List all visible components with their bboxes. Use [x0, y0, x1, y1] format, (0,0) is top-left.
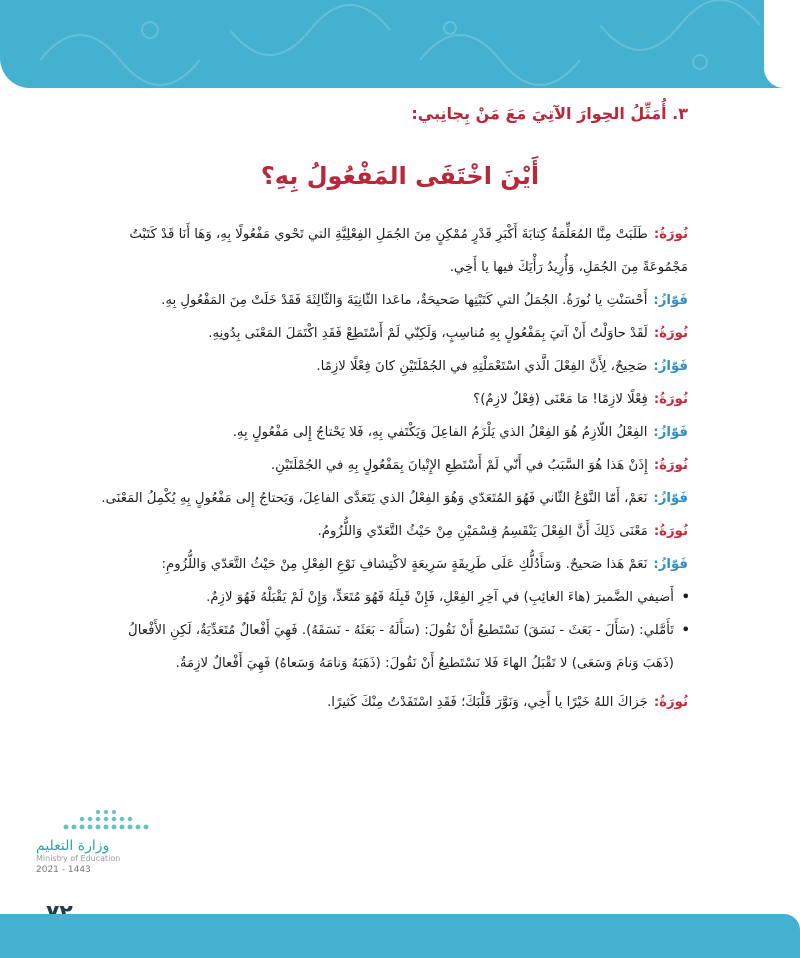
top-banner — [0, 0, 800, 88]
dialogue-line — [93, 317, 688, 350]
dialogue-text: إِذَنْ هَذا هُوَ السَّبَبُ في أَنّي لَمْ أَسْتَطِعِ الإِتْيانَ بِمَفْعُولٍ بِهِ في الجُمْلَتَيْنِ. — [270, 458, 648, 473]
speaker-label: نُورَةُ: — [653, 524, 688, 539]
speaker-label: نُورَةُ: — [653, 392, 688, 407]
dialogue-line — [93, 284, 688, 317]
dialogue-text: جَزاكَ اللهُ خَيْرًا يا أَخِي، وَنَوَّرَ قَلْبَكَ؛ فَقَدِ اسْتَفَدْتُ مِنْكَ كَثيرًا. — [327, 695, 648, 710]
bottom-banner — [0, 914, 800, 958]
dialogue — [93, 218, 688, 719]
dialogue-line — [93, 350, 688, 383]
ministry-logo — [36, 808, 166, 898]
dialogue-line — [93, 383, 688, 416]
dialogue-line — [93, 218, 688, 284]
list-item: • أَضيفي الضَّميرَ (هاءَ الغائِبِ) في آخِرِ الفِعْلِ، فَإِنْ قَبِلَهُ فَهُوَ مُتَعَدٍّ، وَإِنْ لَمْ يَقْبَلْهُ فَهُوَ لازِمٌ. — [93, 581, 674, 614]
speaker-label: نُورَةُ: — [653, 458, 688, 473]
speaker-label: نُورَةُ: — [653, 695, 688, 710]
tips-list — [93, 581, 688, 680]
dialogue-text: نَعَمْ، أَمّا النَّوْعُ الثّاني فَهُوَ المُتَعَدّي وَهُوَ الفِعْلُ الذي يَتَعَدَّى الفاعِلَ، وَيَحتاجُ إِلى مَفْعُولٍ بِهِ يُكْمِلُ المَعْنَى. — [101, 491, 648, 506]
section-heading: ٣. أُمَثِّلُ الحِوارَ الآتِيَ مَعَ مَنْ بِجانِبي: — [411, 104, 688, 123]
top-right-tab — [764, 0, 800, 88]
speaker-label: نُورَةُ: — [653, 227, 688, 242]
logo-dots-icon — [46, 808, 166, 834]
dialogue-line — [93, 416, 688, 449]
ministry-name-en: Ministry of Education — [36, 854, 121, 863]
dialogue-text: طَلَبَتْ مِنَّا المُعَلِّمَةُ كِتابَةَ أَكْبَرِ قَدْرٍ مُمْكِنٍ مِنَ الجُمَلِ الفِعْلِيَّةِ التي تَحْوي مَفْعُولًا بِهِ، وَهَا أَنَا قَدْ كَتَبْتُ مَجْمُوعَةً مِنَ الجُمَلِ، وَأُرِيدُ رَأْيَكَ فيها يا أَخِي. — [129, 227, 688, 275]
dialogue-line — [93, 548, 688, 581]
dialogue-text: الفِعْلُ اللّازِمُ هُوَ الفِعْلُ الذي يَلْزَمُ الفاعِلَ وَيَكْتَفي بِهِ، فَلا يَحْتاجُ إِلى مَفْعُولٍ بِهِ. — [232, 425, 648, 440]
dialogue-text: أَحْسَنْتِ يا نُورَةُ. الجُمَلُ التي كَتَبْتِها صَحيحَةٌ، ماعَدا الثّانِيَةَ وَالثّالِثَةَ فَقَدْ خَلَتْ مِنَ المَفْعُولِ بِهِ. — [161, 293, 648, 308]
dialogue-text: نَعَمْ هَذا صَحيحٌ. وَسَأَدُلُّكِ عَلَى طَرِيقَةٍ سَرِيعَةٍ لاكْتِشافِ نَوْعِ الفِعْلِ مِنْ حَيْثُ التَّعَدّي وَاللُّزُومِ: — [161, 557, 648, 572]
speaker-label: فَوّازُ: — [653, 425, 688, 440]
dialogue-line — [93, 686, 688, 719]
list-item: • تَأَمَّلي: (سَأَلَ - بَعَثَ - نَسَقَ) نَسْتَطيعُ أَنْ نَقُولَ: (سَأَلَهُ - بَعَثَهُ - نَسَقَهُ). فَهِيَ أَفْعالٌ مُتَعَدِّيَةٌ، لَكِنِ الأَفْعالُ (ذَهَبَ وَنامَ وَسَعَى) لا تَقْبَلُ الهاءَ فَلا نَسْتَطيعُ أَنْ نَقُولَ: (ذَهَبَهُ وَنامَهُ وَسَعاهُ) فَهِيَ أَفْعالٌ لازِمَةٌ. — [93, 614, 674, 680]
decorative-pattern-icon — [0, 0, 800, 88]
edition-year: 2021 - 1443 — [36, 865, 91, 875]
dialogue-line — [93, 515, 688, 548]
speaker-label: فَوّازُ: — [653, 557, 688, 572]
speaker-label: فَوّازُ: — [653, 359, 688, 374]
dialogue-line — [93, 482, 688, 515]
story-title: أَيْنَ اخْتَفَى المَفْعُولُ بِهِ؟ — [260, 162, 540, 190]
dialogue-text: لَقَدْ حاوَلْتُ أَنْ آتيَ بِمَفْعُولٍ بِهِ مُناسِبٍ، وَلَكِنّي لَمْ أَسْتَطِعْ فَقَدِ اكْتَمَلَ المَعْنَى بِدُونِهِ. — [208, 326, 648, 341]
dialogue-text: فِعْلًا لازِمًا! مَا مَعْنَى (فِعْلٌ لازِمٌ)؟ — [473, 392, 648, 407]
speaker-label: فَوّازُ: — [653, 293, 688, 308]
dialogue-text: مَعْنَى ذَلِكَ أَنَّ الفِعْلَ يَنْقَسِمُ قِسْمَيْنِ مِنْ حَيْثُ التَّعَدّي وَاللُّزُومُ. — [317, 524, 648, 539]
speaker-label: فَوّازُ: — [653, 491, 688, 506]
ministry-name-ar: وزارة التعليم — [36, 838, 110, 854]
dialogue-text: صَحِيحٌ، لِأَنَّ الفِعْلَ الَّذي اسْتَعْمَلْتِهِ في الجُمْلَتَيْنِ كانَ فِعْلًا لازِمًا. — [316, 359, 648, 374]
dialogue-line — [93, 449, 688, 482]
speaker-label: نُورَةُ: — [653, 326, 688, 341]
